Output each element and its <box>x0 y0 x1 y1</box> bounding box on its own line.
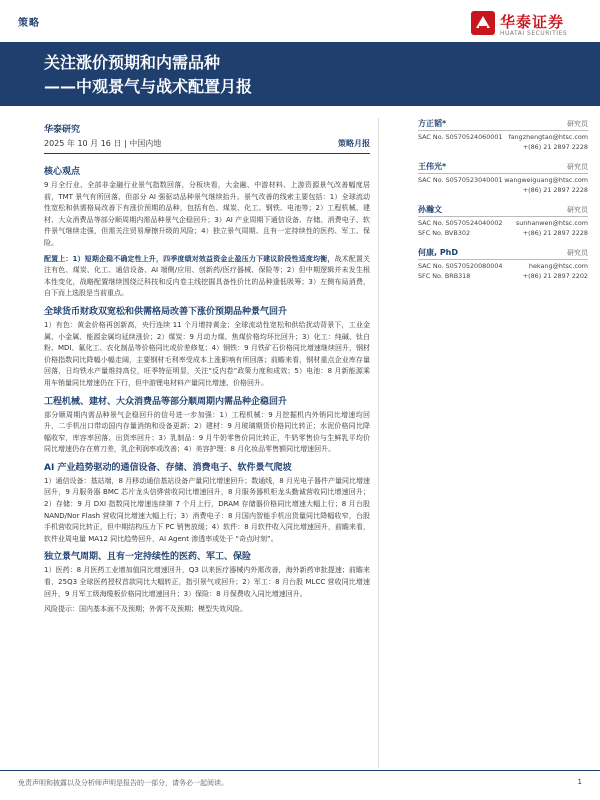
report-subtitle: ——中观景气与战术配置月报 <box>44 77 253 96</box>
analyst-name: 孙瀚文 <box>418 205 442 214</box>
paragraph <box>44 476 370 546</box>
section-price <box>44 306 370 390</box>
paragraph-text: 1）医药：8 月医药工业增加值同比增速回升，Q3 以来医疗器械内外需改善，海外新药审批提速；前瞻来看，25Q3 全球医药授权首款同比大幅转正，指引景气或回升；2）军工：8 月台股 MLCC 营收同比增速回升，9 月军工级海缆板价格同比增速回升；3）保险：8 月保费收入同比增速回升。 <box>44 566 370 598</box>
analyst-card <box>418 118 588 151</box>
analyst-sidebar <box>418 118 588 290</box>
analyst-sac: SAC No. S0570520080004 <box>418 262 503 270</box>
footer <box>18 778 582 788</box>
paragraph <box>44 254 370 300</box>
paragraph <box>44 565 370 600</box>
report-type: 策略月报 <box>338 139 370 148</box>
section-independent <box>44 551 370 600</box>
analyst-sac: SAC No. S0570524060001 <box>418 133 503 141</box>
paragraph-text: 战术配置关注有色、煤炭、化工、通信设备、AI 端侧/应用、创新药/医疗器械、保险等；2）但中期逻辑并未发生根本性变化，战略配置继续围绕泛科技和反内卷主线挖掘具备性价比的品种逢低吸筹；3）左侧布局消费，自下而上选股是当前重点。 <box>44 254 370 298</box>
report-meta-line <box>44 138 370 149</box>
analyst-phone: +(86) 21 2897 2228 <box>522 229 588 237</box>
paragraph-text: 1）有色：黄金价格再创新高，央行连续 11 个月增持黄金；全球流动性宽松和供给扰动背景下，工业金属、小金属、能源金属均延续涨价；2）煤炭：9 月动力煤、焦煤价格均环比回升；3）化工：纯碱、钛白粉、MDI、氟化工、农化制品等价格同比或价差修复；4）钢铁：9 月铁矿石价格同比增速继续回升，钢材价格指数同比降幅小幅走阔，主要钢材毛利率受成本上涨影响有所回落；前瞻来看，钢材重点企业库存量回落，日均铁水产量维持高位，旺季特征明显，关注“反内卷”政策力度和成效；5）电池：8 月新能源乘用车销量同比增速仍在下行，但中游锂电材料产量同比增速、价格回升。 <box>44 320 370 387</box>
section-core <box>44 166 370 300</box>
paragraph-text: 部分顺周期内需品种景气企稳回升的信号进一步加强：1）工程机械：9 月挖掘机内外销同比增速均回升，二手机出口带动国内存量消纳和设备更新；2）建材：9 月玻璃期货价格同比转正；水泥价格同比降幅收窄，库容率回落、出货率回升；3）乳制品：9 月牛奶零售价同比转正，牛奶零售价与生鲜乳平均价同比增速仍存在剪刀差，乳企利润率或改善；4）美容护理：8 月化妆品零售额同比增速回升。 <box>44 410 370 454</box>
paragraph-text: 9 月全行业、全部非金融行业景气指数回落，分板块看，大金融、中游材料、上游资源景气改善幅度居前，TMT 景气有所回落，但部分 AI 强驱动品种景气继续抬升。景气改善的线索主要包括：1）全球流动性宽松和供需格局改善下有涨价预期的品种，包括有色、煤炭、化工、钢铁、电池等；2）工程机械、建材、大众消费品等部分顺周期内需品种景气企稳回升；3）AI 产业周期下通信设备、存储、消费电子、软件景气继续走强，但需关注贸易摩擦升级的风险；4）独立景气周期、且有一定持续性的医药、军工、保险。 <box>44 181 370 247</box>
section-domestic <box>44 396 370 456</box>
analyst-email[interactable]: wangweiguang@htsc.com <box>504 176 588 184</box>
paragraph-text: 1）通信设备：基站端，8 月移动通信基站设备产量同比增速回升；数通线，8 月光电子器件产量同比增速回升，9 月服务器 BMC 芯片龙头信骅营收同比增速回升，8 月服务器机柜龙头勤诚营收同比增速回升；2）存储：9 月 DXI 指数同比增速连续第 7 个月上行，DRAM 存储器价格同比增速大幅上行；8 月台股 NAND/Nor Flash 营收同比增速大幅上行；3）消费电子：8 月国内智能手机出货量同比降幅收窄，台股手机营收同比转正，但中期结构压力下 PC 销售放缓；4）软件：8 月软件收入同比增速回升，前瞻来看，软件业周电量 MA12 同比趋势回升，AI Agent 渗透率或处于 “奇点时刻”。 <box>44 476 370 543</box>
analyst-sac: SAC No. S0570523040001 <box>418 176 503 184</box>
analyst-role: 研究员 <box>567 206 588 214</box>
paragraph <box>44 410 370 456</box>
analyst-name: 何康, PhD <box>418 248 459 257</box>
institution-name: 华泰研究 <box>44 125 81 135</box>
section-title: 独立景气周期、且有一定持续性的医药、军工、保险 <box>44 552 252 563</box>
section-ai <box>44 462 370 546</box>
section-title: AI 产业趋势驱动的通信设备、存储、消费电子、软件景气爬坡 <box>44 462 292 473</box>
footer-divider <box>0 770 600 771</box>
paragraph <box>44 180 370 250</box>
analyst-sfc: SFC No. BRB318 <box>418 272 471 280</box>
analyst-phone: +(86) 21 2897 2228 <box>522 186 588 194</box>
analyst-phone: +(86) 21 2897 2228 <box>522 143 588 151</box>
section-title: 工程机械、建材、大众消费品等部分顺周期内需品种企稳回升 <box>44 396 288 407</box>
report-category-tag: 策略 <box>18 18 40 29</box>
analyst-role: 研究员 <box>567 249 588 257</box>
page-number: 1 <box>577 778 582 786</box>
title-banner <box>0 42 600 106</box>
analyst-name: 王伟光* <box>418 162 447 171</box>
report-title: 关注涨价预期和内需品种 <box>44 53 221 72</box>
section-title: 全球货币财政双宽松和供需格局改善下涨价预期品种景气回升 <box>44 306 288 317</box>
section-title: 核心观点 <box>44 167 81 177</box>
analyst-card <box>418 204 588 237</box>
analyst-role: 研究员 <box>567 120 588 128</box>
report-date-region: 2025 年 10 月 16 日 | 中国内地 <box>44 139 162 148</box>
huatai-logo-icon <box>470 10 496 36</box>
analyst-email[interactable]: sunhanwen@htsc.com <box>515 219 588 227</box>
analyst-role: 研究员 <box>567 163 588 171</box>
paragraph-lead: 配置上：1）短期企稳不确定性上升，四季度绩对效益资金止盈压力下建议阶段性适度均衡， <box>44 254 335 263</box>
main-content <box>44 160 370 620</box>
meta-divider <box>44 153 370 154</box>
huatai-logo <box>470 8 588 40</box>
analyst-name: 方正韬* <box>418 119 447 128</box>
column-divider <box>378 118 379 768</box>
paragraph <box>44 320 370 390</box>
footer-disclaimer: 免责声明和披露以及分析师声明是报告的一部分，请务必一起阅读。 <box>18 779 228 787</box>
analyst-card <box>418 247 588 280</box>
analyst-sac: SAC No. S0570524040002 <box>418 219 503 227</box>
risk-warning: 风险提示：国内基本面不及预期；外需不及预期；模型失效风险。 <box>44 605 247 614</box>
logo-cn-text: 华泰证券 <box>500 13 565 31</box>
analyst-phone: +(86) 21 2897 2202 <box>522 272 588 280</box>
analyst-email[interactable]: fangzhengtao@htsc.com <box>508 133 588 141</box>
analyst-email[interactable]: hekang@htsc.com <box>528 262 588 270</box>
analyst-sfc: SFC No. BVB302 <box>418 229 471 237</box>
logo-en-text: HUATAI SECURITIES <box>500 30 568 37</box>
analyst-card <box>418 161 588 194</box>
